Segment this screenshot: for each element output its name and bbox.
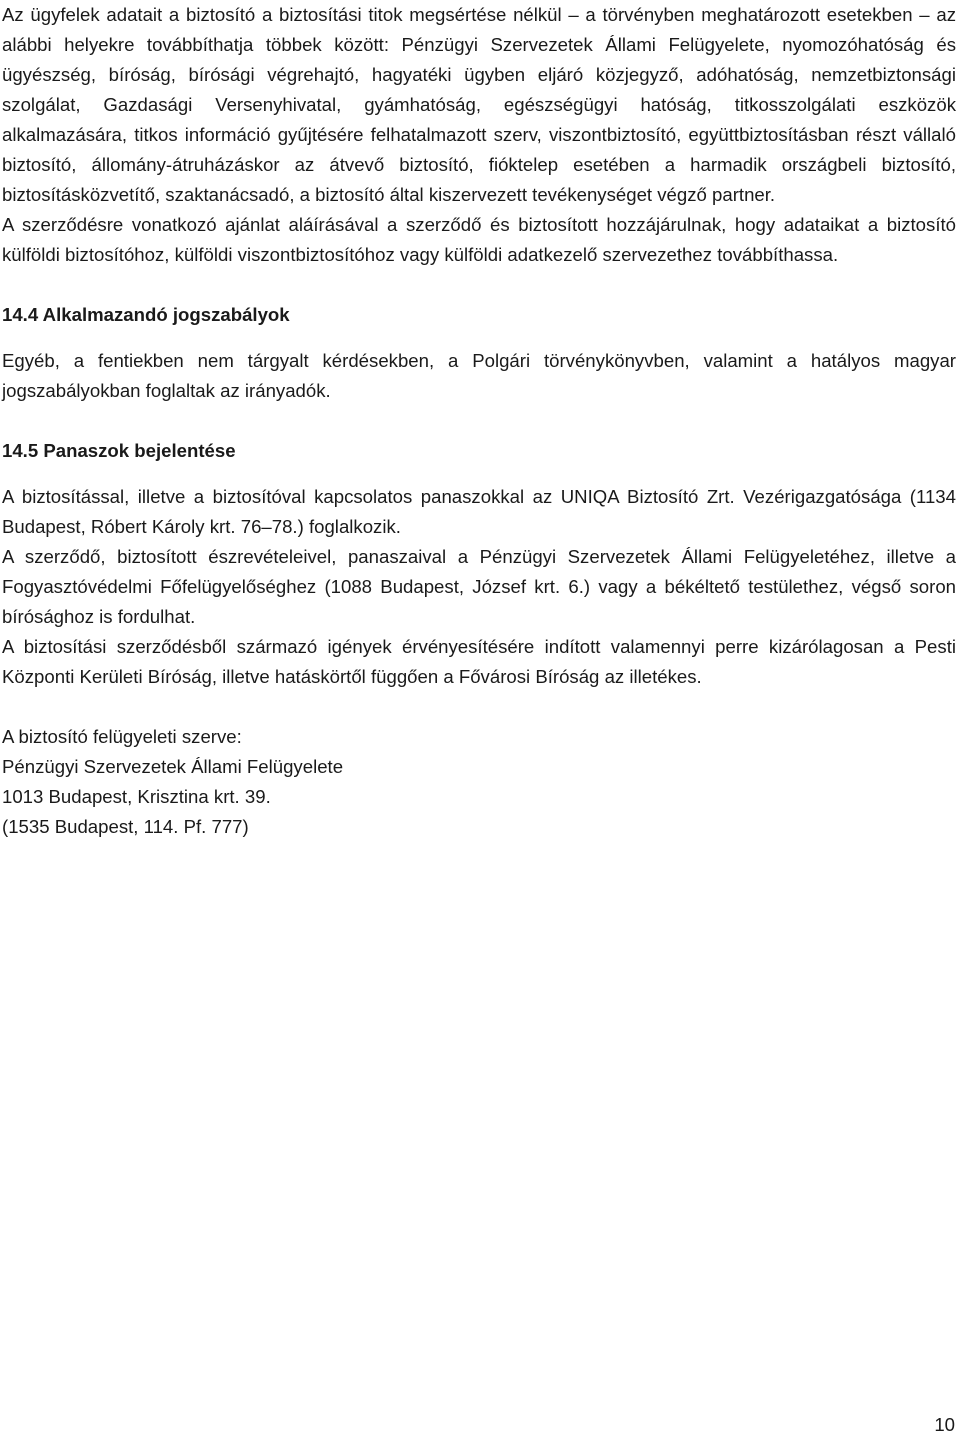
spacer bbox=[2, 270, 956, 300]
supervisor-postal-address: (1535 Budapest, 114. Pf. 777) bbox=[2, 816, 249, 837]
paragraph-applicable-law: Egyéb, a fentiekben nem tárgyalt kérdésekben, a Polgári törvénykönyvben, valamint a hatályos magyar jogszabályokban foglaltak az irányadók. bbox=[2, 350, 956, 401]
section-heading-complaints: 14.5 Panaszok bejelentése bbox=[2, 440, 236, 461]
spacer bbox=[2, 330, 956, 346]
document-page bbox=[2, 0, 956, 842]
spacer bbox=[2, 692, 956, 722]
paragraph-complaints-handler: A biztosítással, illetve a biztosítóval kapcsolatos panaszokkal az UNIQA Biztosító Zrt. Vezérigazgatósága (1134 Budapest, Róbert Károly krt. 76–78.) foglalkozik. bbox=[2, 486, 956, 537]
supervisor-name: Pénzügyi Szervezetek Állami Felügyelete bbox=[2, 756, 344, 777]
supervisor-label: A biztosító felügyeleti szerve: bbox=[2, 726, 242, 747]
spacer bbox=[2, 466, 956, 482]
spacer bbox=[2, 406, 956, 436]
paragraph-jurisdiction: A biztosítási szerződésből származó igények érvényesítésére indított valamennyi perre kizárólagosan a Pesti Központi Kerületi Bíróság, illetve hatáskörtől függően a Fővárosi Bíróság az illetékes. bbox=[2, 636, 956, 687]
supervisor-address: 1013 Budapest, Krisztina krt. 39. bbox=[2, 786, 271, 807]
page-number: 10 bbox=[934, 1414, 955, 1435]
paragraph-complaints-authority: A szerződő, biztosított észrevételeivel, panaszaival a Pénzügyi Szervezetek Állami Felügyeletéhez, illetve a Fogyasztóvédelmi Főfelügyelőséghez (1088 Budapest, József krt. 6.) vagy a békéltető testülethez, végső soron bírósághoz is fordulhat. bbox=[2, 546, 956, 627]
section-heading-applicable-law: 14.4 Alkalmazandó jogszabályok bbox=[2, 304, 290, 325]
paragraph-data-transfer: Az ügyfelek adatait a biztosító a biztosítási titok megsértése nélkül – a törvényben meghatározott esetekben – az alábbi helyekre továbbíthatja többek között: Pénzügyi Szervezetek Állami Felügyelete, nyomozóhatóság és ügyészség, bíróság, bírósági végrehajtó, hagyatéki ügyben eljáró közjegyző, adóhatóság, nemzetbiztonsági szolgálat, Gazdasági Versenyhivatal, gyámhatóság, egészségügyi hatóság, titkosszolgálati eszközök alkalmazására, titkos információ gyűjtésére felhatalmazott szerv, viszontbiztosító, együttbiztosításban részt vállaló biztosító, állomány-átruházáskor az átvevő biztosító, fióktelep esetében a harmadik országbeli biztosító, biztosításközvetítő, szaktanácsadó, a biztosító által kiszervezett tevékenységet végző partner. bbox=[2, 4, 956, 205]
paragraph-consent: A szerződésre vonatkozó ajánlat aláírásával a szerződő és biztosított hozzájárulnak, hogy adataikat a biztosító külföldi biztosítóhoz, külföldi viszontbiztosítóhoz vagy külföldi adatkezelő szervezethez továbbíthassa. bbox=[2, 214, 956, 265]
